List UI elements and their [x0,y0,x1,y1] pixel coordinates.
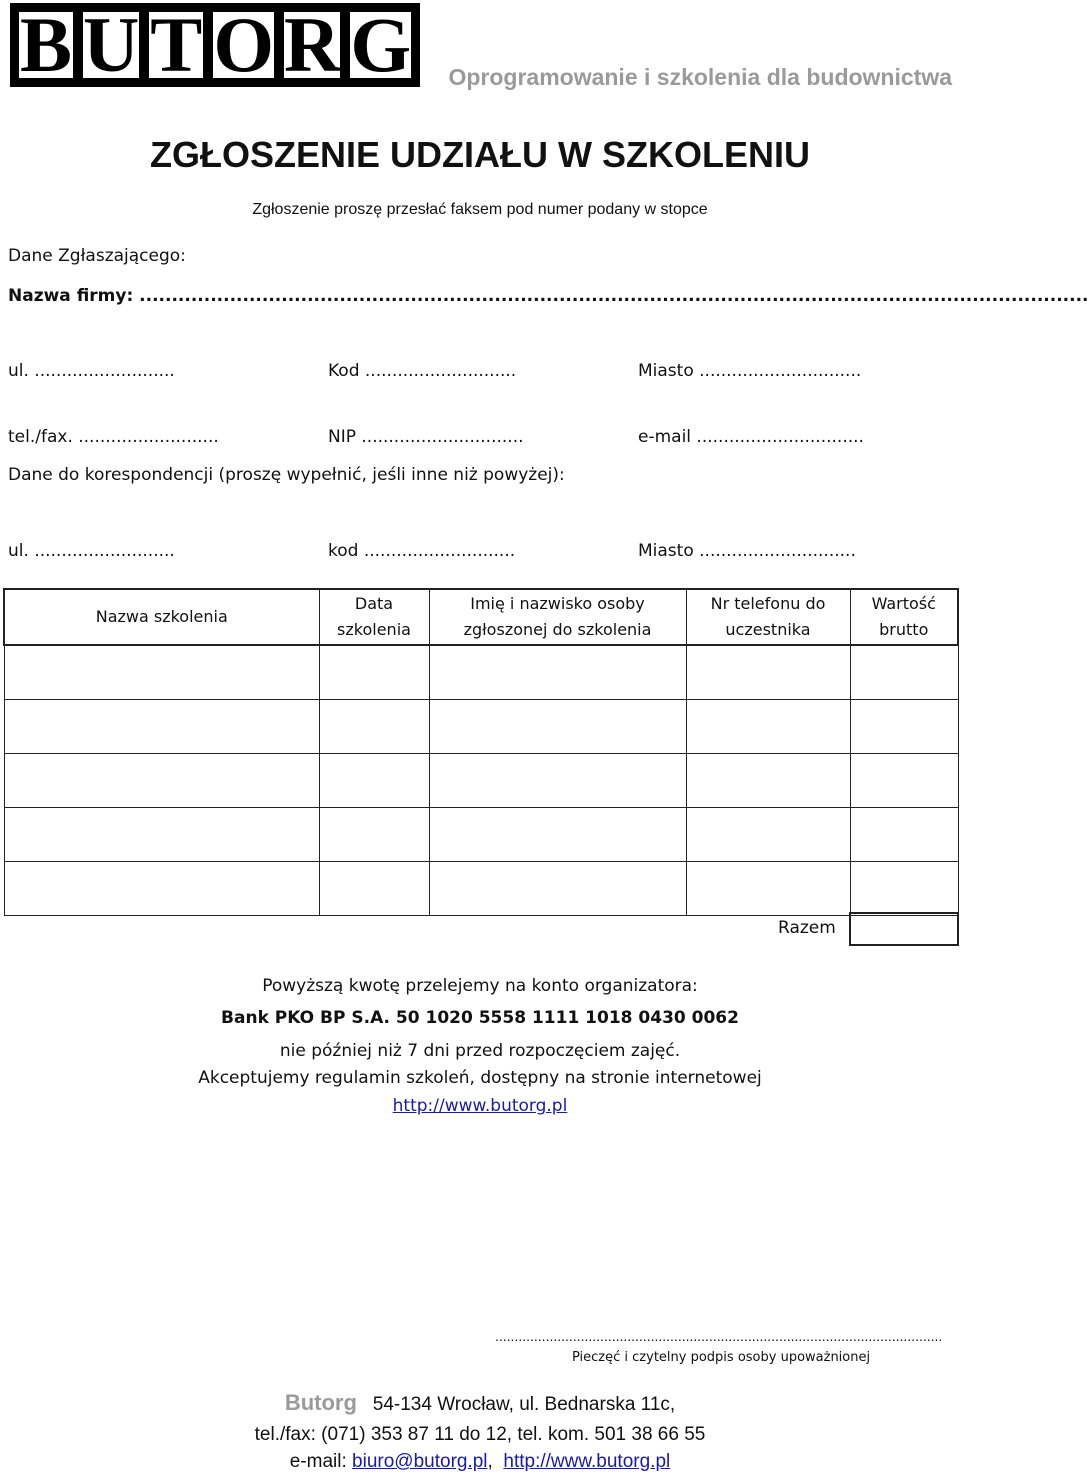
signature-line: ................................................................................................................... [495,1328,943,1344]
signature-caption: Pieczęć i czytelny podpis osoby upoważnionej [572,1350,871,1365]
nip-field[interactable]: NIP .............................. [328,427,524,447]
postal-code-field[interactable]: Kod ............................ [328,361,517,381]
table-cell[interactable] [686,862,850,916]
footer-address-line [0,1390,960,1416]
footer-separator: , [487,1451,493,1472]
correspondence-city-field[interactable]: Miasto ............................. [638,541,856,561]
footer-address: 54-134 Wrocław, ul. Bednarska 11c, [372,1394,676,1415]
table-header-row [4,589,958,645]
table-cell[interactable] [319,754,429,808]
table-cell[interactable] [686,754,850,808]
correspondence-postal-code-field[interactable]: kod ............................ [328,541,516,561]
page-title: ZGŁOSZENIE UDZIAŁU W SZKOLENIU [150,134,810,175]
bank-account: Bank PKO BP S.A. 50 1020 5558 1111 1018 0430 0062 [221,1008,739,1028]
table-cell[interactable] [319,862,429,916]
table-cell[interactable] [319,808,429,862]
payment-intro: Powyższą kwotę przelejemy na konto organizatora: [262,976,698,996]
logo-letter: U [80,9,142,81]
table-cell[interactable] [4,700,319,754]
table-cell[interactable] [850,808,958,862]
header-training-name: Nazwa szkolenia [4,589,319,645]
table-cell[interactable] [686,645,850,700]
table-cell[interactable] [686,808,850,862]
footer-email-link[interactable]: biuro@butorg.pl [352,1451,488,1472]
table-cell[interactable] [429,700,686,754]
training-table [3,588,959,916]
payment-deadline: nie później niż 7 dni przed rozpoczęciem zajęć. [279,1041,681,1061]
table-row [4,754,958,808]
section-applicant-label: Dane Zgłaszającego: [8,246,186,266]
table-cell[interactable] [429,808,686,862]
table-cell[interactable] [429,645,686,700]
table-cell[interactable] [4,754,319,808]
table-cell[interactable] [4,645,319,700]
logo-letter: B [16,9,76,81]
website-link-wrapper [0,1096,960,1116]
table-cell[interactable] [850,754,958,808]
street-field[interactable]: ul. .......................... [8,361,175,381]
table-row [4,700,958,754]
footer-contact-line [0,1451,960,1473]
footer-email-label: e-mail: [289,1451,347,1472]
table-cell[interactable] [850,645,958,700]
table-row [4,862,958,916]
table-cell[interactable] [429,754,686,808]
table-cell[interactable] [319,700,429,754]
table-row [4,808,958,862]
city-field[interactable]: Miasto .............................. [638,361,862,381]
correspondence-street-field[interactable]: ul. .......................... [8,541,175,561]
butorg-logo [10,3,420,87]
subtitle: Zgłoszenie proszę przesłać faksem pod numer podany w stopce [252,201,708,218]
footer-website-link[interactable]: http://www.butorg.pl [503,1451,671,1472]
table-cell[interactable] [429,862,686,916]
header-participant-phone: Nr telefonu do uczestnika [686,589,850,645]
table-row [4,645,958,700]
logo-letter: T [146,9,206,81]
tagline: Oprogramowanie i szkolenia dla budownictwa [448,64,952,90]
header-gross-value: Wartość brutto [850,589,958,645]
header-participant-name: Imię i nazwisko osoby zgłoszonej do szkolenia [429,589,686,645]
section-correspondence-label: Dane do korespondencji (proszę wypełnić, jeśli inne niż powyżej): [8,465,565,485]
logo-letter: G [347,9,414,81]
logo-letter: R [281,9,343,81]
total-label: Razem [778,918,836,938]
footer-phones: tel./fax: (071) 353 87 11 do 12, tel. kom. 501 38 66 55 [254,1424,706,1445]
table-cell[interactable] [850,700,958,754]
logo-letter: O [210,9,277,81]
total-value-box[interactable] [849,912,959,946]
table-cell[interactable] [4,862,319,916]
table-cell[interactable] [319,645,429,700]
table-cell[interactable] [686,700,850,754]
email-field[interactable]: e-mail ............................... [638,427,864,447]
website-link[interactable]: http://www.butorg.pl [392,1096,568,1116]
table-cell[interactable] [850,862,958,916]
table-cell[interactable] [4,808,319,862]
header-training-date: Data szkolenia [319,589,429,645]
phone-fax-field[interactable]: tel./fax. .......................... [8,427,219,447]
footer-brand: Butorg [284,1390,357,1415]
company-name-field[interactable]: Nazwa firmy: ................................................................................................................................................... [8,286,1089,306]
regulations-text: Akceptujemy regulamin szkoleń, dostępny na stronie internetowej [198,1068,762,1088]
